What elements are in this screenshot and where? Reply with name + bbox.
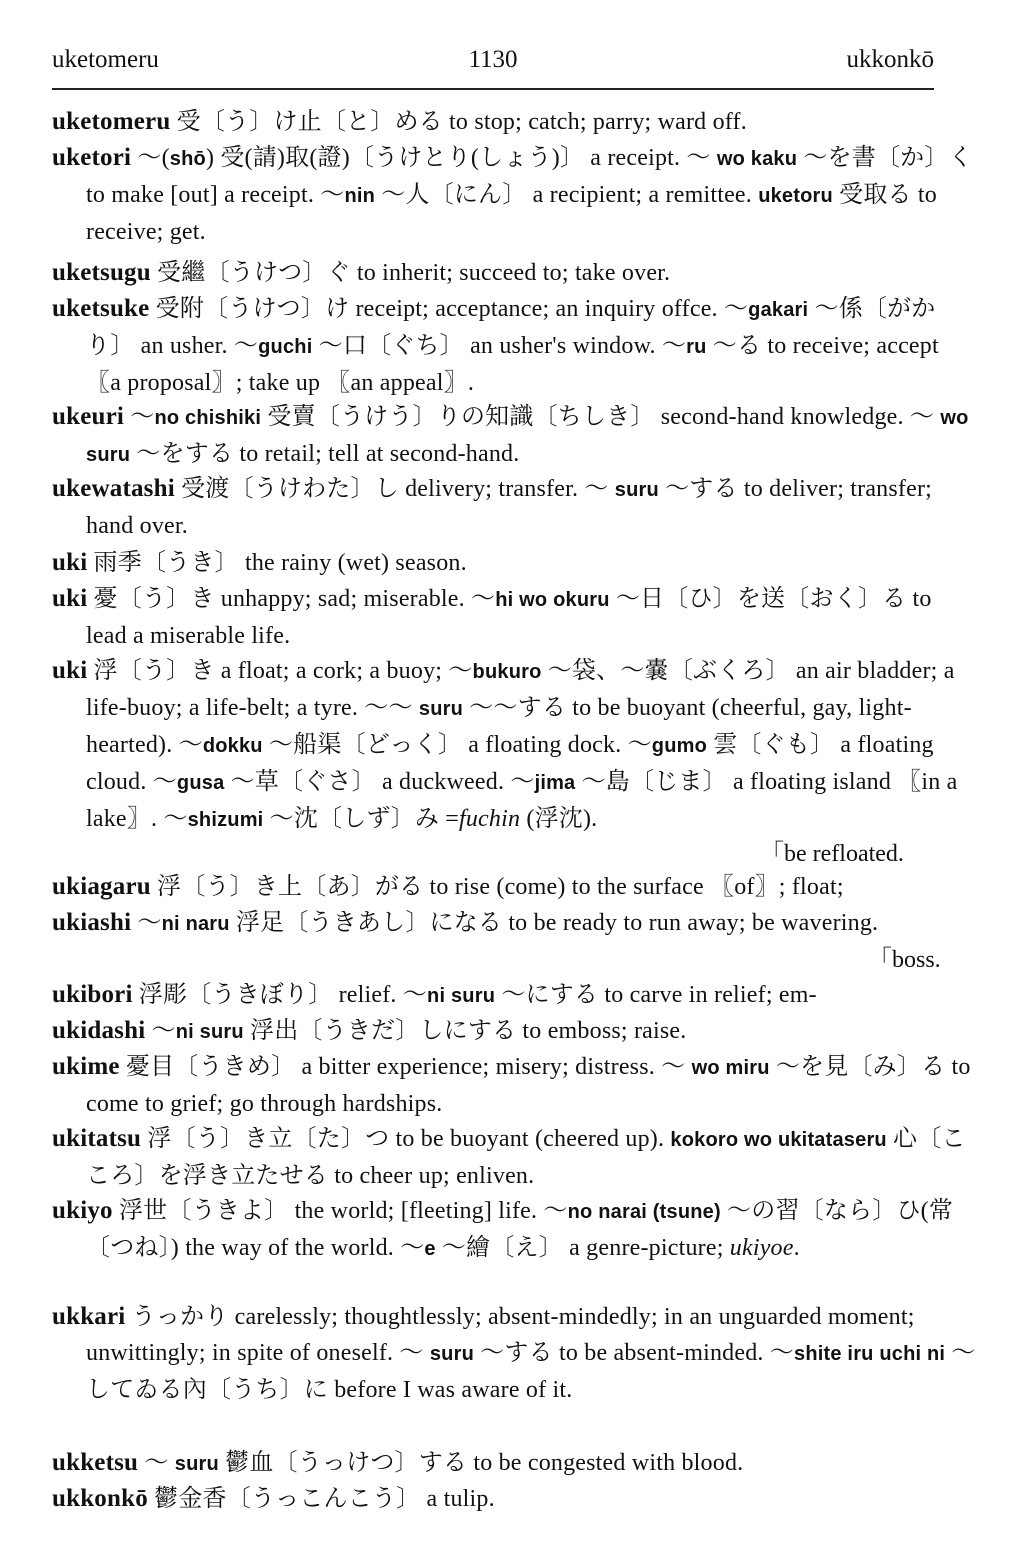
headword: ukewatashi xyxy=(52,475,175,502)
bold-term: suru xyxy=(614,479,659,501)
headword: ukiyo xyxy=(52,1197,113,1224)
page-header xyxy=(52,46,934,86)
entry-text: ～ xyxy=(138,1450,175,1476)
headword: uki xyxy=(52,657,88,684)
bold-term: no chishiki xyxy=(154,407,262,429)
bold-term: suru xyxy=(418,698,464,720)
entry-text: ～口〔ぐち〕 an usher's window. ～ xyxy=(312,333,687,359)
bold-term: gumo xyxy=(651,735,708,757)
bold-term: dokku xyxy=(202,735,263,757)
headword: uketsuke xyxy=(52,295,150,322)
entry-ukketsu xyxy=(52,1445,976,1482)
bold-term: shō xyxy=(169,148,206,170)
entry-ukitatsu xyxy=(52,1121,976,1194)
entry-text: ～日〔ひ〕を送〔おく〕る to lead a miserable life. xyxy=(86,586,932,649)
entry-text: ～ xyxy=(124,404,155,430)
entry-text: ～草〔ぐさ〕 a duckweed. ～ xyxy=(224,769,535,795)
entry-uki-unhappy xyxy=(52,581,976,654)
bold-term: jima xyxy=(534,772,576,794)
entry-text: 受取る to receive; get. xyxy=(86,182,938,245)
entry-text: ～してゐる內〔うち〕に before I was aware of it. xyxy=(86,1340,976,1403)
header-rule xyxy=(52,88,934,90)
entry-text: ～島〔じま〕 a floating island 〖in a lake〗. ～ xyxy=(86,769,958,832)
entry-uketori xyxy=(52,140,976,250)
header-left-guide-word: uketomeru xyxy=(52,46,159,73)
bold-term: uketoru xyxy=(758,185,833,207)
entry-text: ～～する to be buoyant (cheerful, gay, light-hearted). ～ xyxy=(86,695,912,758)
entry-text: 受附〔うけつ〕け receipt; acceptance; an inquiry offce. ～ xyxy=(149,296,749,322)
bold-term: suru xyxy=(174,1453,219,1475)
bold-term: wo suru xyxy=(86,407,969,466)
headword: ukitatsu xyxy=(52,1125,142,1152)
header-right-guide-word: ukkonkō xyxy=(846,46,934,73)
entry-ukibori xyxy=(52,977,976,1014)
bold-term: suru xyxy=(429,1343,474,1365)
entry-text: 雲〔ぐも〕 a floating cloud. ～ xyxy=(86,732,934,795)
headword: ukkonkō xyxy=(52,1485,148,1512)
entry-uki-float xyxy=(52,653,976,838)
entry-ukidashi xyxy=(52,1013,976,1050)
entry-text: ～係〔がかり〕 an usher. ～ xyxy=(86,296,936,359)
bold-term: wo kaku xyxy=(716,148,798,170)
headword: uki xyxy=(52,549,88,576)
entry-text: ～袋、～嚢〔ぶくろ〕 an air bladder; a life-buoy; a life-belt; a tyre. ～～ xyxy=(86,658,955,721)
entry-text: ～船渠〔どっく〕 a floating dock. ～ xyxy=(262,732,652,758)
entry-ukiagaru xyxy=(52,869,976,905)
entry-text: 憂目〔うきめ〕 a bitter experience; misery; distress. ～ xyxy=(119,1054,692,1080)
entry-uketsugu xyxy=(52,255,976,291)
entry-ukiyo xyxy=(52,1193,976,1267)
entry-text: うっかり carelessly; thoughtlessly; absent-mindedly; in an unguarded moment; unwittingly; in spite of oneself. ～ xyxy=(86,1304,915,1366)
entry-text: ～沈〔しず〕み = xyxy=(263,806,459,832)
entry-ukkonko xyxy=(52,1481,976,1517)
headword: ukidashi xyxy=(52,1017,146,1044)
bold-term: guchi xyxy=(258,336,313,358)
bold-term: nin xyxy=(344,185,376,207)
entry-text: ～をする to retail; tell at second-hand. xyxy=(130,441,520,467)
entry-text: 鬱血〔うっけつ〕する to be congested with blood. xyxy=(218,1450,744,1476)
entry-text: 受〔う〕け止〔と〕める to stop; catch; parry; ward off. xyxy=(170,109,747,135)
bold-term: no narai (tsune) xyxy=(567,1201,721,1223)
entry-text: ～する to deliver; transfer; hand over. xyxy=(86,476,933,539)
entry-text: 受繼〔うけつ〕ぐ to inherit; succeed to; take over. xyxy=(150,260,671,286)
entry-text: . xyxy=(793,1235,800,1261)
page-number: 1130 xyxy=(468,46,518,73)
entry-text: 雨季〔うき〕 the rainy (wet) season. xyxy=(87,550,467,576)
bold-term: ni suru xyxy=(427,985,496,1007)
headword: ukibori xyxy=(52,981,133,1008)
entry-text: ～繪〔え〕 a genre-picture; xyxy=(435,1235,730,1261)
entry-uketsuke xyxy=(52,291,976,401)
headword: ukiagaru xyxy=(52,873,151,900)
headword: ukime xyxy=(52,1053,120,1080)
italic-term: fuchin xyxy=(458,806,521,832)
entry-ukime xyxy=(52,1049,976,1122)
bold-term: gusa xyxy=(176,772,225,794)
entry-text: ～を見〔み〕る to come to grief; go through hardships. xyxy=(86,1054,971,1117)
entry-text: 浮足〔うきあし〕になる to be ready to run away; be wavering. xyxy=(229,910,879,936)
entry-text: ) 受(請)取(證)〔うけとり(しょう)〕 a receipt. ～ xyxy=(205,145,717,171)
headword: uketomeru xyxy=(52,108,171,135)
entry-text: ～( xyxy=(131,145,170,171)
bold-term: shizumi xyxy=(187,809,264,831)
bold-term: bukuro xyxy=(472,661,542,683)
bold-term: hi wo okuru xyxy=(495,589,610,611)
entry-text: ～人〔にん〕 a recipient; a remittee. xyxy=(375,182,759,208)
entry-ukiashi xyxy=(52,905,976,942)
entry-text: ～にする to carve in relief; em- xyxy=(495,982,817,1008)
entry-text: ～を書〔か〕く to make [out] a receipt. ～ xyxy=(86,145,973,208)
entry-text: 心〔こころ〕を浮き立たせる to cheer up; enliven. xyxy=(86,1126,966,1189)
entry-uketomeru xyxy=(52,104,976,140)
bold-term: shite iru uchi ni xyxy=(794,1343,946,1365)
entry-ukkari xyxy=(52,1299,976,1408)
bold-term: ni naru xyxy=(161,913,230,935)
entry-uki-rainy xyxy=(52,545,976,581)
headword: ukeuri xyxy=(52,403,125,430)
italic-term: ukiyoe xyxy=(729,1235,794,1261)
entry-text: 鬱金香〔うっこんこう〕 a tulip. xyxy=(147,1486,495,1512)
bold-term: kokoro wo ukitataseru xyxy=(670,1129,887,1151)
bold-term: ni suru xyxy=(175,1021,244,1043)
headword: uketori xyxy=(52,144,132,171)
headword: uketsugu xyxy=(52,259,151,286)
entry-text: ～する to be absent-minded. ～ xyxy=(473,1340,794,1366)
side-note-refloated: 「be refloated. xyxy=(760,841,904,867)
entry-text: 浮世〔うきよ〕 the world; [fleeting] life. ～ xyxy=(112,1198,568,1224)
bold-term: wo miru xyxy=(691,1057,770,1079)
bold-term: gakari xyxy=(748,299,809,321)
bold-term: e xyxy=(424,1238,436,1260)
headword: ukketsu xyxy=(52,1449,139,1476)
entry-text: 浮〔う〕き立〔た〕つ to be buoyant (cheered up). xyxy=(141,1126,671,1152)
entry-text: 受渡〔うけわた〕し delivery; transfer. ～ xyxy=(174,476,615,502)
entry-text: ～る to receive; accept 〖a proposal〗; take up 〖an appeal〗. xyxy=(86,333,939,396)
headword: uki xyxy=(52,585,88,612)
headword: ukkari xyxy=(52,1303,126,1330)
bold-term: ru xyxy=(686,336,707,358)
entry-text: 浮〔う〕き上〔あ〕がる to rise (come) to the surface 〖of〗; float; xyxy=(150,874,844,900)
entry-text: ～ xyxy=(145,1018,176,1044)
entry-text: 浮〔う〕き a float; a cork; a buoy; ～ xyxy=(87,658,473,684)
headword: ukiashi xyxy=(52,909,132,936)
entry-text: 憂〔う〕き unhappy; sad; miserable. ～ xyxy=(87,586,496,612)
entry-text: 浮出〔うきだ〕しにする to emboss; raise. xyxy=(243,1018,687,1044)
side-note-boss: 「boss. xyxy=(868,947,941,973)
entry-text: 受賣〔うけう〕りの知識〔ちしき〕 second-hand knowledge. ～ xyxy=(261,404,941,430)
entry-text: ～の習〔なら〕ひ(常〔つね〕) the way of the world. ～ xyxy=(86,1198,954,1261)
entry-ukeuri xyxy=(52,399,976,473)
entry-text: 浮彫〔うきぼり〕 relief. ～ xyxy=(132,982,428,1008)
entry-ukewatashi xyxy=(52,471,976,544)
entry-text: ～ xyxy=(131,910,162,936)
entry-text: (浮沈). xyxy=(520,806,598,832)
